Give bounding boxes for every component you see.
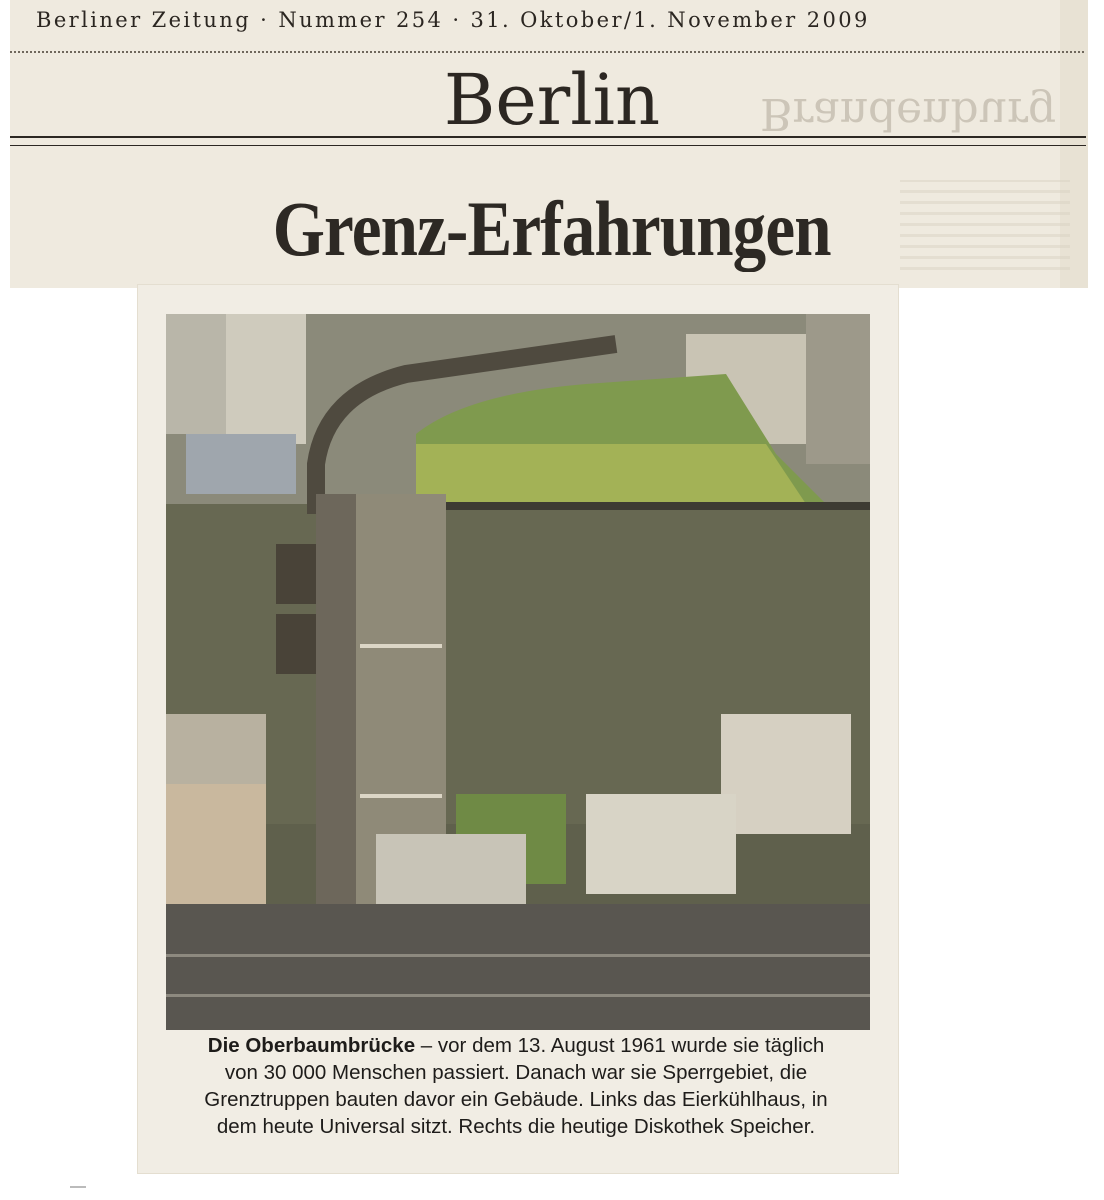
masthead-separator: · xyxy=(260,8,270,32)
article-headline: Grenz-Erfahrungen xyxy=(272,185,831,272)
caption-line: von 30 000 Menschen passiert. Danach war sie Sperrgebiet, die xyxy=(224,1061,808,1084)
show-through-text: Brandenburg xyxy=(760,88,1057,139)
masthead-separator: · xyxy=(452,8,462,32)
scan-mark xyxy=(70,1186,86,1188)
issue-number: Nummer 254 xyxy=(278,8,444,32)
issue-date: 31. Oktober/1. November 2009 xyxy=(470,8,870,32)
caption-line: dem heute Universal sitzt. Rechts die heutige Diskothek Speicher. xyxy=(216,1115,816,1138)
section-title: Berlin xyxy=(443,59,661,141)
caption-line: Grenztruppen bauten davor ein Gebäude. Links das Eierkühlhaus, in xyxy=(204,1088,828,1111)
caption-subject: Die Oberbaumbrücke xyxy=(207,1034,416,1057)
caption-line: – vor dem 13. August 1961 wurde sie täglich xyxy=(415,1034,825,1057)
publication-name: Berliner Zeitung xyxy=(36,8,252,32)
masthead-line xyxy=(36,8,1076,32)
photo-caption xyxy=(160,1032,872,1140)
aerial-photo-oberbaumbruecke xyxy=(166,314,870,1030)
section-rule xyxy=(10,136,1086,146)
